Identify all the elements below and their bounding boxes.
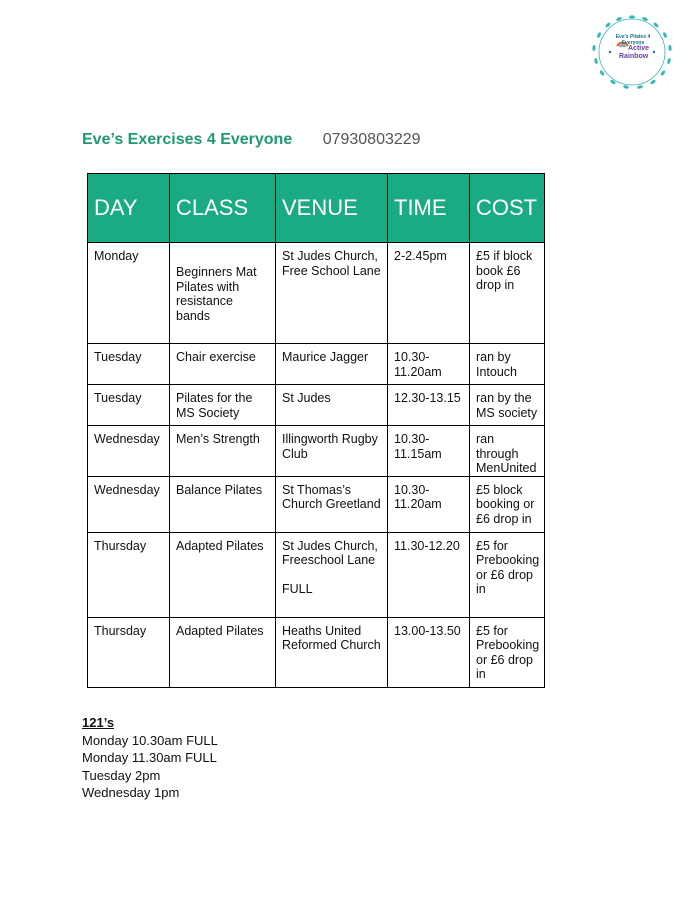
cell-time: 12.30-13.15	[388, 385, 470, 426]
cell-class: Pilates for the MS Society	[170, 385, 276, 426]
cell-cost: £5 for Prebooking or £6 drop in	[470, 532, 545, 617]
cell-venue	[276, 532, 388, 617]
cell-venue: St Judes Church, Free School Lane	[276, 243, 388, 344]
cell-time: 10.30-11.20am	[388, 344, 470, 385]
logo-brand-line2: Rainbow	[619, 53, 649, 60]
page-title: Eve’s Exercises 4 Everyone	[82, 131, 293, 148]
cell-day: Tuesday	[88, 344, 170, 385]
cell-venue: St Judes	[276, 385, 388, 426]
column-header-class: CLASS	[170, 174, 276, 243]
cell-day: Wednesday	[88, 426, 170, 477]
logo	[588, 12, 676, 92]
cell-cost: £5 if block book £6 drop in	[470, 243, 545, 344]
cell-day: Tuesday	[88, 385, 170, 426]
cell-class-text: Beginners Mat Pilates with resistance bands	[176, 265, 257, 323]
cell-venue: Illingworth Rugby Club	[276, 426, 388, 477]
cell-class: Balance Pilates	[170, 476, 276, 532]
cell-time: 11.30-12.20	[388, 532, 470, 617]
table-row	[88, 426, 545, 477]
cell-class: Adapted Pilates	[170, 617, 276, 687]
one-to-one-sessions	[82, 714, 218, 802]
sessions-heading: 121’s	[82, 715, 115, 730]
cell-venue-text: St Judes Church, Freeschool Lane	[282, 538, 378, 567]
cell-day: Thursday	[88, 617, 170, 687]
cell-day: Thursday	[88, 532, 170, 617]
table-row	[88, 617, 545, 687]
cell-class: Adapted Pilates	[170, 532, 276, 617]
cell-cost: ran by the MS society	[470, 385, 545, 426]
cell-day: Monday	[88, 243, 170, 344]
leaf-wreath-icon	[588, 12, 676, 92]
table-row	[88, 243, 545, 344]
logo-brand-line1: Active	[628, 45, 650, 52]
cell-class: Men’s Strength	[170, 426, 276, 477]
page-header	[82, 131, 421, 149]
full-badge: FULL	[282, 581, 313, 596]
table-row	[88, 476, 545, 532]
column-header-venue: VENUE	[276, 174, 388, 243]
logo-top-text: Eve's Pilates 4 Everyone	[615, 34, 651, 46]
column-header-cost: COST	[470, 174, 545, 243]
cell-class	[170, 243, 276, 344]
cell-time: 2-2.45pm	[388, 243, 470, 344]
column-header-time: TIME	[388, 174, 470, 243]
table-row	[88, 532, 545, 617]
cell-venue: Heaths United Reformed Church	[276, 617, 388, 687]
session-item: Wednesday 1pm	[82, 785, 180, 800]
schedule-table	[87, 173, 545, 688]
column-header-day: DAY	[88, 174, 170, 243]
cell-cost: ran through MenUnited	[470, 426, 545, 477]
session-item: Monday 11.30am FULL	[82, 750, 217, 765]
table-header-row	[88, 174, 545, 243]
cell-time: 10.30-11.20am	[388, 476, 470, 532]
cell-time: 13.00-13.50	[388, 617, 470, 687]
cell-cost: £5 block booking or £6 drop in	[470, 476, 545, 532]
phone-number: 07930803229	[322, 131, 421, 148]
cell-time: 10.30-11.15am	[388, 426, 470, 477]
session-item: Tuesday 2pm	[82, 767, 161, 783]
cell-cost: ran by Intouch	[470, 344, 545, 385]
cell-venue: St Thomas’s Church Greetland	[276, 476, 388, 532]
cell-class: Chair exercise	[170, 344, 276, 385]
cell-venue: Maurice Jagger	[276, 344, 388, 385]
session-item: Monday 10.30am FULL	[82, 732, 218, 748]
cell-cost: £5 for Prebooking or £6 drop in	[470, 617, 545, 687]
table-row	[88, 385, 545, 426]
cell-day: Wednesday	[88, 476, 170, 532]
table-row	[88, 344, 545, 385]
